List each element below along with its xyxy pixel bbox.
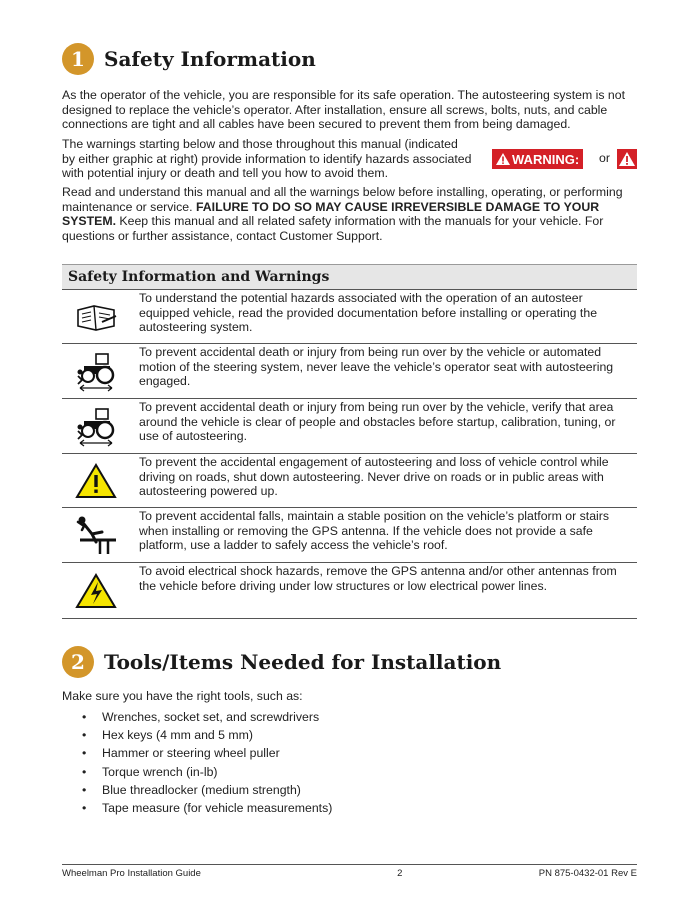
or-text: or <box>599 151 610 165</box>
section-1-heading <box>62 43 316 75</box>
electric-shock-icon <box>62 563 130 618</box>
table-row <box>62 563 637 619</box>
tractor-runover-icon <box>62 399 130 453</box>
warning-icon-box <box>617 149 637 169</box>
list-item <box>82 781 332 799</box>
intro-paragraph: As the operator of the vehicle, you are responsible for its safe operation. The autosteering system is not designed to replace the vehicle’s operator. After installation, ensure all screws, bolts, nuts, and cable connections are tight and all cables have been secured to prevent them from being damaged. <box>62 88 626 132</box>
read-manual-paragraph <box>62 185 637 243</box>
table-row <box>62 344 637 399</box>
list-item <box>82 763 332 781</box>
list-item-text: Tape measure (for vehicle measurements) <box>102 801 333 816</box>
warning-triangle-icon <box>496 153 510 165</box>
table-row <box>62 454 637 508</box>
bullet-icon: • <box>82 710 87 724</box>
list-item-text: Wrenches, socket set, and screwdrivers <box>102 710 320 724</box>
list-item <box>82 708 332 726</box>
row-text: To prevent the accidental engagement of autosteering and loss of vehicle control while driving on roads, shut down autosteering. Never drive on roads or in public areas with autosteering powered up. <box>139 455 609 499</box>
page-number: 2 <box>397 868 403 879</box>
list-item <box>82 744 332 762</box>
footer-doc-title: Wheelman Pro Installation Guide <box>62 868 201 879</box>
section-number-badge: 2 <box>62 646 94 678</box>
list-item-text: Hammer or steering wheel puller <box>102 746 280 761</box>
page-footer <box>62 864 637 879</box>
list-item <box>82 799 332 817</box>
table-heading: Safety Information and Warnings <box>62 264 637 290</box>
part-number: PN 875-0432-01 Rev E <box>538 868 637 879</box>
section-number-badge: 1 <box>62 43 94 75</box>
table-row <box>62 290 637 344</box>
tools-intro: Make sure you have the right tools, such as: <box>62 689 303 703</box>
section-2-heading <box>62 646 501 678</box>
bullet-icon: • <box>82 782 87 797</box>
table-row <box>62 399 637 454</box>
read-para-start: Read and understand this manual and all the warnings below before installing, operating, or performing maintenance or service. <box>62 185 623 214</box>
bullet-icon: • <box>82 728 87 743</box>
table-row <box>62 508 637 563</box>
row-text: To prevent accidental death or injury from being run over by the vehicle or automated motion of the steering system, never leave the vehicle’s operator seat with autosteering engaged. <box>139 345 614 389</box>
tractor-runover-icon <box>62 344 130 398</box>
warning-badge-label: WARNING: <box>512 151 580 167</box>
section-title: Tools/Items Needed for Installation <box>104 650 502 674</box>
row-text: To prevent accidental death or injury from being run over by the vehicle, verify that area around the vehicle is clear of people and obstacles before startup, calibration, tuning, or use of autosteering. <box>139 400 616 444</box>
row-text: To avoid electrical shock hazards, remove the GPS antenna and/or other antennas from the vehicle before driving under low structures or low electrical power lines. <box>139 564 617 593</box>
warning-badge <box>492 149 583 169</box>
fall-hazard-icon <box>62 508 130 562</box>
warnings-paragraph: The warnings starting below and those throughout this manual (indicated by either graphic at right) provide information to identify hazards associated with potential injury or death and tell you how to avoid them. <box>62 137 472 181</box>
section-title: Safety Information <box>104 47 316 71</box>
warnings-explanation <box>62 137 638 181</box>
read-para-end: Keep this manual and all related safety information with the manuals for your vehicle. For questions or further assistance, contact Customer Support. <box>62 214 604 243</box>
list-item <box>82 726 332 744</box>
manual-book-icon <box>62 290 130 343</box>
read-para-bold: FAILURE TO DO SO MAY CAUSE IRREVERSIBLE DAMAGE TO YOUR SYSTEM. <box>62 199 600 229</box>
caution-triangle-icon <box>62 454 130 507</box>
list-item-text: Blue threadlocker (medium strength) <box>102 782 301 797</box>
row-text: To prevent accidental falls, maintain a stable position on the vehicle’s platform or stairs when installing or removing the GPS antenna. If the vehicle does not provide a safe platform, use a ladder to safely access the vehicle’s roof. <box>139 509 610 553</box>
tools-list <box>82 708 332 817</box>
safety-table <box>62 264 637 619</box>
list-item-text: Hex keys (4 mm and 5 mm) <box>102 728 254 743</box>
bullet-icon: • <box>82 764 87 779</box>
list-item-text: Torque wrench (in-lb) <box>102 764 218 779</box>
row-text: To understand the potential hazards associated with the operation of an autosteer equipped vehicle, read the provided documentation before installing or operating the autosteering system. <box>139 291 598 335</box>
bullet-icon: • <box>82 801 87 816</box>
warning-triangle-icon <box>619 152 635 166</box>
bullet-icon: • <box>82 746 87 761</box>
